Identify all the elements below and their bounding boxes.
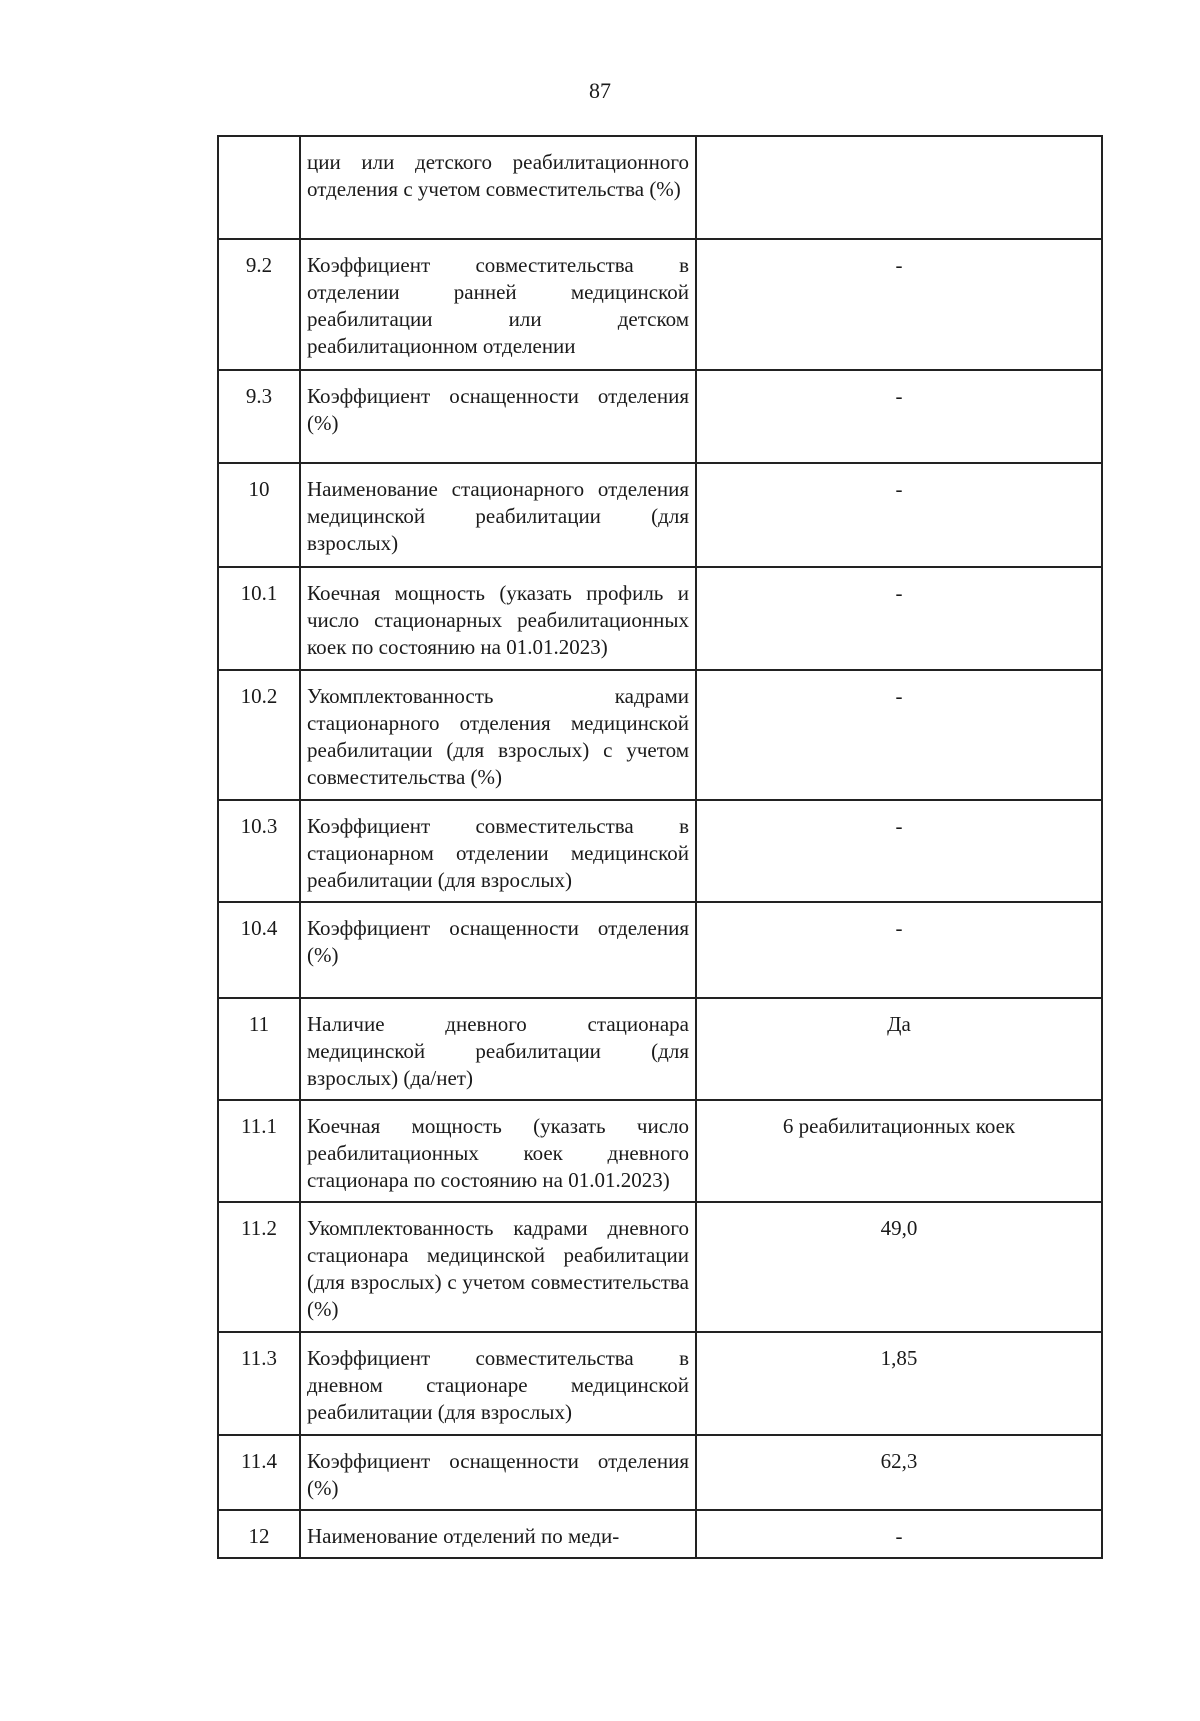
- row-indicator: ции или детского реабилитационного отделения с учетом совместительства (%): [300, 136, 696, 239]
- row-number: 11.4: [218, 1435, 300, 1510]
- table-row: [218, 463, 1102, 567]
- table-row: [218, 1202, 1102, 1332]
- row-number: 10.2: [218, 670, 300, 800]
- table-row: [218, 902, 1102, 998]
- row-indicator: Коэффициент оснащенности отделения (%): [300, 902, 696, 998]
- table-row: [218, 239, 1102, 370]
- row-value: -: [696, 902, 1102, 998]
- row-value: -: [696, 370, 1102, 463]
- row-indicator: Коэффициент совместительства в дневном стационаре медицинской реабилитации (для взрослых): [300, 1332, 696, 1435]
- table-row: [218, 670, 1102, 800]
- row-indicator: Коэффициент совместительства в отделении ранней медицинской реабилитации или детском реабилитационном отделении: [300, 239, 696, 370]
- row-number: 9.3: [218, 370, 300, 463]
- row-indicator: Коечная мощность (указать профиль и число стационарных реабилитационных коек по состоянию на 01.01.2023): [300, 567, 696, 670]
- row-value: [696, 136, 1102, 239]
- row-indicator: Укомплектованность кадрами дневного стационара медицинской реабилитации (для взрослых) с учетом совместительства (%): [300, 1202, 696, 1332]
- row-number: 11.1: [218, 1100, 300, 1202]
- row-value: -: [696, 239, 1102, 370]
- table-row: [218, 1100, 1102, 1202]
- row-value: 62,3: [696, 1435, 1102, 1510]
- table-row: [218, 136, 1102, 239]
- row-value: -: [696, 463, 1102, 567]
- row-indicator: Наименование отделений по меди-: [300, 1510, 696, 1558]
- row-value: -: [696, 800, 1102, 902]
- row-indicator: Укомплектованность кадрами стационарного отделения медицинской реабилитации (для взрослых) с учетом совместительства (%): [300, 670, 696, 800]
- row-number: 9.2: [218, 239, 300, 370]
- row-number: [218, 136, 300, 239]
- row-value: 49,0: [696, 1202, 1102, 1332]
- row-value: -: [696, 670, 1102, 800]
- row-indicator: Наименование стационарного отделения медицинской реабилитации (для взрослых): [300, 463, 696, 567]
- row-value: -: [696, 1510, 1102, 1558]
- table-row: [218, 1510, 1102, 1558]
- table-row: [218, 1435, 1102, 1510]
- row-indicator: Коэффициент совместительства в стационарном отделении медицинской реабилитации (для взрослых): [300, 800, 696, 902]
- table-row: [218, 370, 1102, 463]
- row-indicator: Наличие дневного стационара медицинской реабилитации (для взрослых) (да/нет): [300, 998, 696, 1100]
- row-number: 10.1: [218, 567, 300, 670]
- row-indicator: Коэффициент оснащенности отделения (%): [300, 370, 696, 463]
- table-row: [218, 567, 1102, 670]
- row-number: 10: [218, 463, 300, 567]
- table-row: [218, 800, 1102, 902]
- row-number: 12: [218, 1510, 300, 1558]
- row-value: Да: [696, 998, 1102, 1100]
- row-value: 6 реабилитационных коек: [696, 1100, 1102, 1202]
- table-row: [218, 1332, 1102, 1435]
- row-number: 10.3: [218, 800, 300, 902]
- row-value: 1,85: [696, 1332, 1102, 1435]
- row-number: 10.4: [218, 902, 300, 998]
- row-value: -: [696, 567, 1102, 670]
- page-number: 87: [589, 78, 611, 103]
- row-number: 11.2: [218, 1202, 300, 1332]
- row-indicator: Коэффициент оснащенности отделения (%): [300, 1435, 696, 1510]
- row-number: 11: [218, 998, 300, 1100]
- row-indicator: Коечная мощность (указать число реабилитационных коек дневного стационара по состоянию на 01.01.2023): [300, 1100, 696, 1202]
- data-table: [217, 135, 1103, 1559]
- table-row: [218, 998, 1102, 1100]
- row-number: 11.3: [218, 1332, 300, 1435]
